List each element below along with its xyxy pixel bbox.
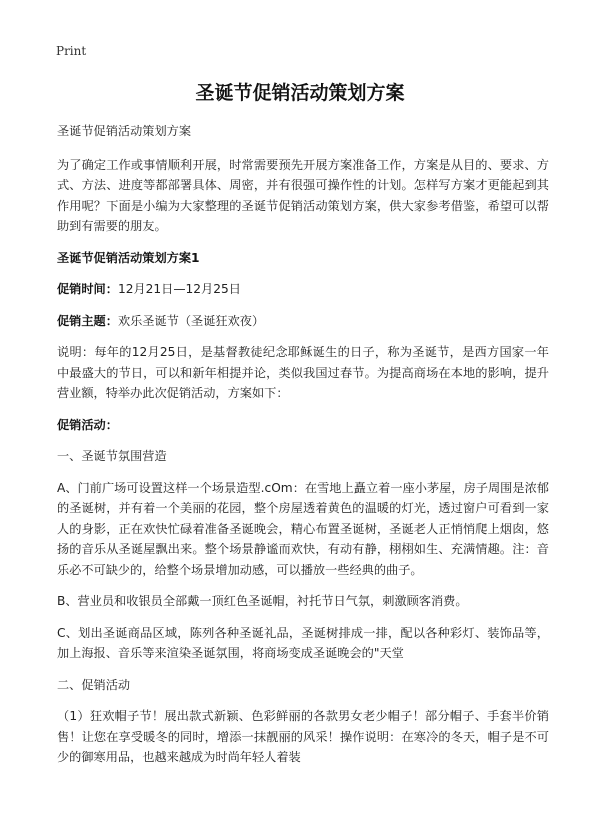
- explain-paragraph: 说明：每年的12月25日，是基督教徒纪念耶稣诞生的日子，称为圣诞节，是西方国家一年中最盛大的节日，可以和新年相提并论，类似我国过春节。为提高商场在本地的影响，提升营业额，特举办此次促销活动，方案如下：: [57, 345, 549, 400]
- promo-time: [57, 279, 549, 300]
- section2-heading: 二、促销活动: [57, 677, 131, 692]
- paragraph-b: B、营业员和收银员全部戴一顶红色圣诞帽，衬托节日气氛，刺激顾客消费。: [57, 594, 468, 608]
- document-body: [57, 121, 549, 779]
- document-title: 圣诞节促销活动策划方案: [195, 82, 405, 104]
- promo-time-label: 促销时间：: [57, 282, 118, 296]
- paragraph-1: （1）狂欢帽子节！展出款式新颖、色彩鲜丽的各款男女老少帽子！部分帽子、手套半价销售！让您在享受暖冬的同时，增添一抹靓丽的风采！操作说明：在寒冷的冬天，帽子是不可少的御寒用品，也越来越成为时尚年轻人着装: [57, 709, 549, 764]
- activity-heading: 促销活动：: [57, 417, 118, 432]
- intro-paragraph: 为了确定工作或事情顺利开展，时常需要预先开展方案准备工作，方案是从目的、要求、方式、方法、进度等都部署具体、周密，并有很强可操作性的计划。怎样写方案才更能起到其作用呢？下面是小编为大家整理的圣诞节促销活动策划方案，供大家参考借鉴，希望可以帮助到有需要的朋友。: [57, 157, 549, 233]
- section1-heading: 一、圣诞节氛围营造: [57, 449, 167, 463]
- plan-heading: 圣诞节促销活动策划方案1: [57, 250, 200, 265]
- promo-theme-value: 欢乐圣诞节（圣诞狂欢夜）: [117, 313, 265, 328]
- print-link[interactable]: Print: [56, 44, 87, 58]
- promo-theme: [57, 311, 549, 332]
- paragraph-c: C、划出圣诞商品区域，陈列各种圣诞礼品，圣诞树排成一排，配以各种彩灯、装饰品等，加上海报、音乐等来渲染圣诞氛围，将商场变成圣诞晚会的"天堂: [57, 625, 549, 660]
- promo-theme-label: 促销主题：: [57, 313, 118, 328]
- paragraph-a: A、门前广场可设置这样一个场景造型.cOm：在雪地上矗立着一座小茅屋，房子周围是浓郁的圣诞树，并有着一个美丽的花园，整个房屋透着黄色的温暖的灯光，透过窗户可看到一家人的身影，正在欢快忙碌着准备圣诞晚会，精心布置圣诞树，圣诞老人正悄悄爬上烟囱，悠扬的音乐从圣诞屋飘出来。整个场景静谧而欢快，有动有静，栩栩如生、充满情趣。注：音乐必不可缺少的，给整个场景增加动感，可以播放一些经典的曲子。: [57, 480, 549, 577]
- promo-time-value: 12月21日—12月25日: [117, 282, 241, 296]
- document-subtitle: 圣诞节促销活动策划方案: [57, 124, 192, 138]
